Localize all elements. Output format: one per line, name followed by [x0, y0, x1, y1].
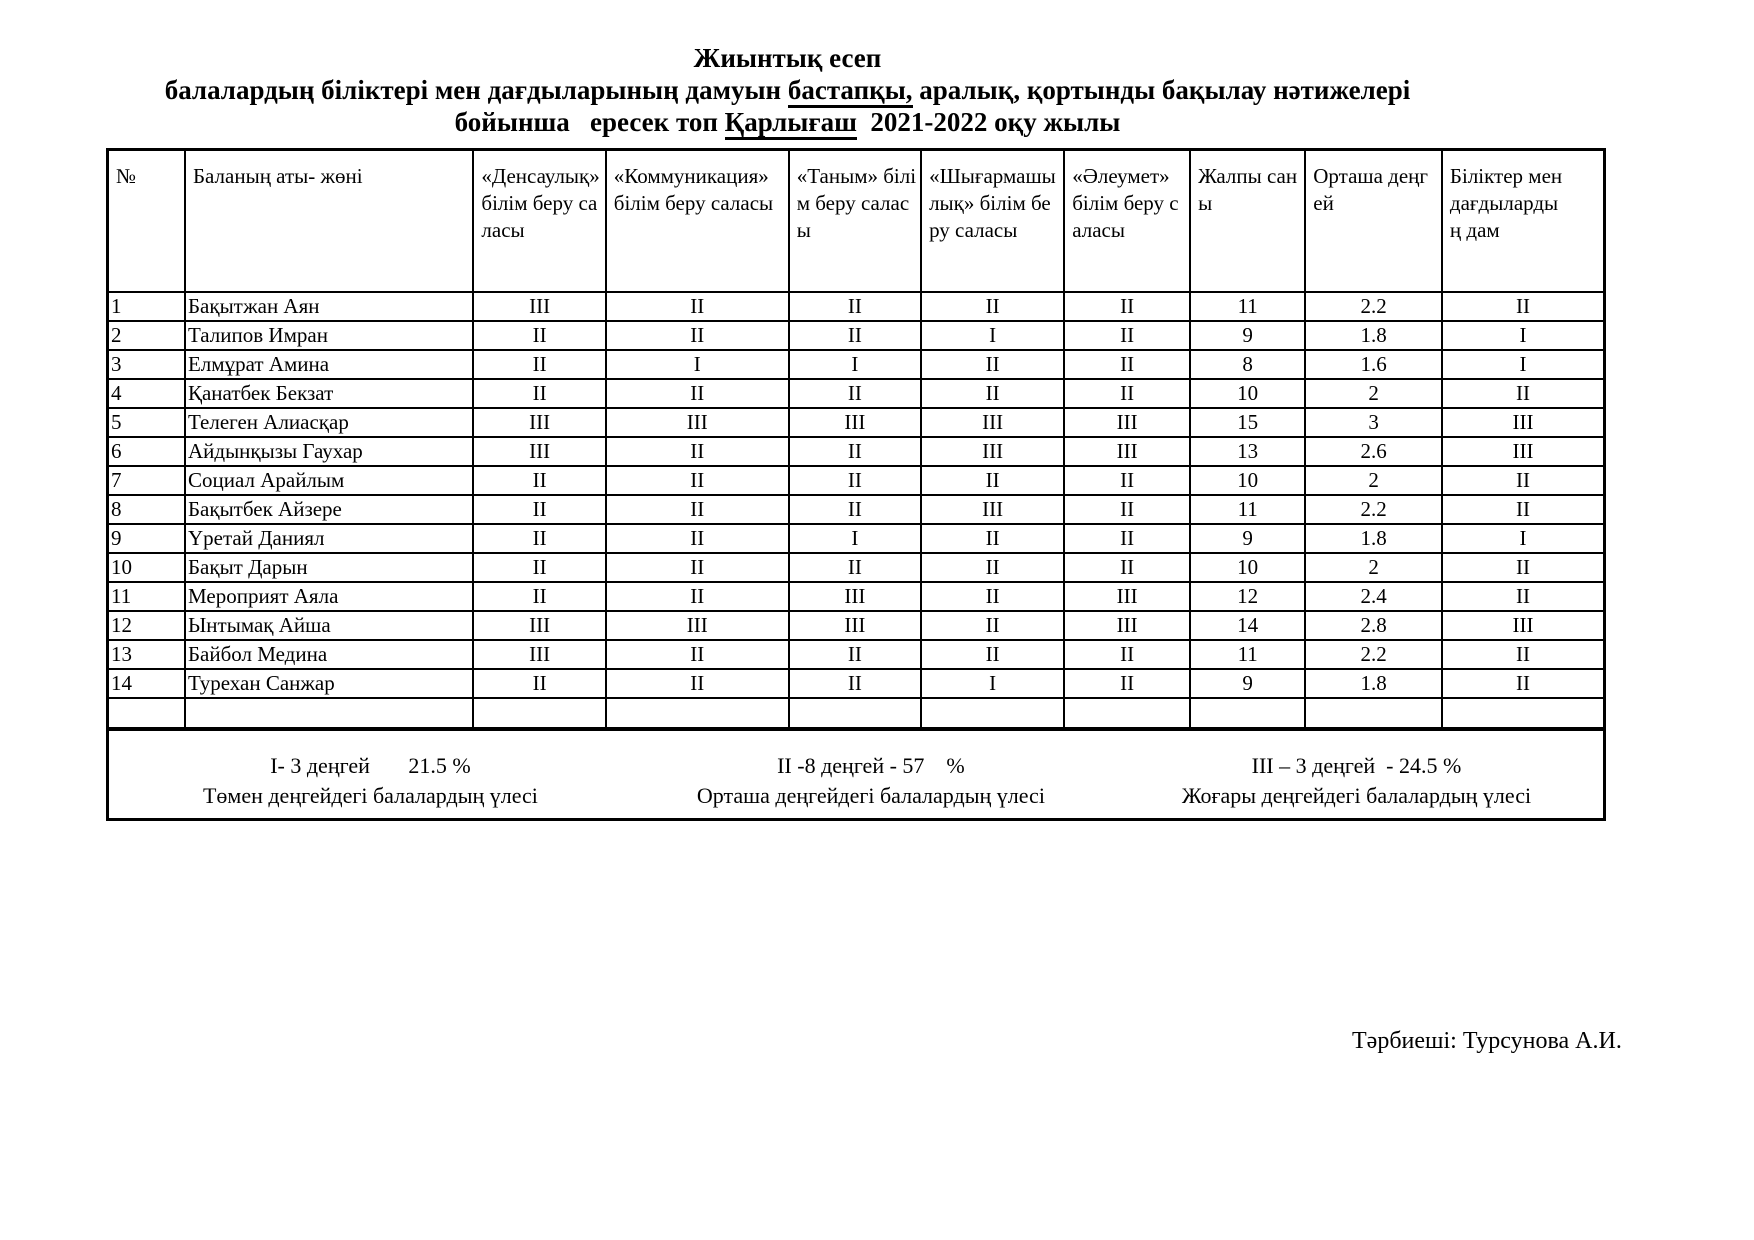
row-number: 13 — [108, 640, 185, 669]
row-value: III — [921, 437, 1064, 466]
subtitle-text-pre: балалардың біліктері мен дағдыларының дамуын — [164, 75, 788, 105]
row-value: 2.6 — [1305, 437, 1442, 466]
header-cell: Орташа деңгей — [1305, 150, 1442, 292]
row-value: III — [473, 611, 605, 640]
row-value: II — [1064, 640, 1190, 669]
row-value: III — [1064, 437, 1190, 466]
row-number: 9 — [108, 524, 185, 553]
row-value: II — [606, 379, 789, 408]
row-value: II — [1442, 379, 1605, 408]
row-value: II — [921, 292, 1064, 321]
header-cell: «Денсаулық» білім беру саласы — [473, 150, 605, 292]
row-value: II — [606, 669, 789, 698]
teacher-signature: Тәрбиеші: Турсунова А.И. — [1352, 1028, 1622, 1054]
row-value: 2.8 — [1305, 611, 1442, 640]
child-name: Мероприят Аяла — [185, 582, 473, 611]
table-row — [108, 437, 1605, 466]
empty-cell — [1190, 698, 1305, 729]
report-subtitle — [105, 74, 1470, 106]
report-table — [106, 148, 1606, 731]
header-cell: «Таным» білім беру саласы — [789, 150, 921, 292]
row-value: II — [1064, 669, 1190, 698]
row-value: II — [1442, 495, 1605, 524]
summary-column — [632, 751, 1110, 818]
row-number: 14 — [108, 669, 185, 698]
row-value: 11 — [1190, 292, 1305, 321]
meta-text-pre: бойынша ересек топ — [454, 107, 725, 137]
header-cell: «Шығармашылық» білім беру саласы — [921, 150, 1064, 292]
empty-cell — [108, 698, 185, 729]
row-value: II — [789, 640, 921, 669]
row-value: II — [1064, 495, 1190, 524]
row-value: II — [1442, 669, 1605, 698]
row-value: II — [473, 466, 605, 495]
row-number: 2 — [108, 321, 185, 350]
row-value: II — [473, 379, 605, 408]
table-row — [108, 408, 1605, 437]
row-value: III — [473, 292, 605, 321]
row-value: II — [606, 553, 789, 582]
child-name: Социал Арайлым — [185, 466, 473, 495]
child-name: Турехан Санжар — [185, 669, 473, 698]
child-name: Талипов Имран — [185, 321, 473, 350]
row-number: 12 — [108, 611, 185, 640]
row-value: 9 — [1190, 321, 1305, 350]
row-value: II — [606, 495, 789, 524]
empty-cell — [1064, 698, 1190, 729]
child-name: Бақытбек Айзере — [185, 495, 473, 524]
row-number: 7 — [108, 466, 185, 495]
row-value: II — [921, 524, 1064, 553]
meta-text-post: 2021-2022 оқу жылы — [856, 107, 1121, 137]
row-value: 12 — [1190, 582, 1305, 611]
empty-cell — [789, 698, 921, 729]
row-value: II — [921, 379, 1064, 408]
row-value: 9 — [1190, 669, 1305, 698]
row-value: II — [789, 292, 921, 321]
empty-cell — [1442, 698, 1605, 729]
row-value: II — [1442, 466, 1605, 495]
row-value: I — [789, 524, 921, 553]
child-name: Бақытжан Аян — [185, 292, 473, 321]
row-value: III — [1442, 611, 1605, 640]
row-value: I — [1442, 350, 1605, 379]
row-value: 2.4 — [1305, 582, 1442, 611]
summary-label: Жоғары деңгейдегі балалардың үлесі — [1181, 782, 1532, 808]
row-number: 1 — [108, 292, 185, 321]
row-value: II — [1064, 292, 1190, 321]
child-name: Ынтымақ Айша — [185, 611, 473, 640]
row-value: II — [473, 582, 605, 611]
row-value: II — [473, 321, 605, 350]
header-cell: Баланың аты- жөні — [185, 150, 473, 292]
row-value: II — [921, 553, 1064, 582]
row-value: III — [921, 495, 1064, 524]
row-value: 2 — [1305, 379, 1442, 408]
row-value: II — [921, 350, 1064, 379]
row-value: II — [1442, 582, 1605, 611]
row-value: II — [789, 379, 921, 408]
row-value: II — [921, 466, 1064, 495]
header-cell-text: Біліктер мен дағдылардың дам — [1449, 164, 1563, 242]
row-value: II — [1064, 379, 1190, 408]
row-value: II — [1064, 553, 1190, 582]
table-row — [108, 321, 1605, 350]
child-name: Айдынқызы Гаухар — [185, 437, 473, 466]
row-value: III — [1064, 582, 1190, 611]
row-value: I — [921, 321, 1064, 350]
row-value: III — [473, 640, 605, 669]
table-row — [108, 553, 1605, 582]
row-number: 6 — [108, 437, 185, 466]
row-value: 2.2 — [1305, 495, 1442, 524]
underlined-group-name: Қарлығаш — [725, 107, 857, 140]
row-value: 2 — [1305, 553, 1442, 582]
header-cell: «Коммуникация» білім беру саласы — [606, 150, 789, 292]
header-cell: Жалпы саны — [1190, 150, 1305, 292]
header-cell: № — [108, 150, 185, 292]
child-name: Қанатбек Бекзат — [185, 379, 473, 408]
row-value: II — [606, 437, 789, 466]
table-row — [108, 640, 1605, 669]
table-row — [108, 466, 1605, 495]
row-value: II — [473, 669, 605, 698]
row-number: 4 — [108, 379, 185, 408]
row-value: III — [789, 611, 921, 640]
row-number: 5 — [108, 408, 185, 437]
row-value: III — [789, 582, 921, 611]
row-value: II — [606, 466, 789, 495]
summary-column — [109, 751, 632, 818]
table-row — [108, 611, 1605, 640]
row-value: II — [789, 321, 921, 350]
row-value: III — [473, 408, 605, 437]
table-row — [108, 292, 1605, 321]
empty-cell — [921, 698, 1064, 729]
row-value: 10 — [1190, 466, 1305, 495]
empty-row — [108, 698, 1605, 729]
row-value: II — [789, 495, 921, 524]
row-value: II — [1442, 292, 1605, 321]
row-value: 14 — [1190, 611, 1305, 640]
empty-cell — [473, 698, 605, 729]
row-value: III — [1064, 611, 1190, 640]
row-value: 10 — [1190, 553, 1305, 582]
row-value: I — [606, 350, 789, 379]
row-value: II — [606, 524, 789, 553]
table-row — [108, 350, 1605, 379]
row-value: 2.2 — [1305, 640, 1442, 669]
row-value: III — [1442, 408, 1605, 437]
row-number: 11 — [108, 582, 185, 611]
row-value: 11 — [1190, 640, 1305, 669]
report-table-header — [108, 150, 1605, 292]
header-cell: «Әлеумет» білім беру саласы — [1064, 150, 1190, 292]
report-content — [106, 148, 1606, 821]
header-row — [108, 150, 1605, 292]
underlined-term-bastapky: бастапқы, — [788, 75, 913, 108]
table-row — [108, 495, 1605, 524]
report-title-text: Жиынтық есеп — [693, 43, 882, 73]
row-value: III — [606, 408, 789, 437]
row-value: II — [606, 321, 789, 350]
row-value: 1.8 — [1305, 669, 1442, 698]
row-value: II — [606, 292, 789, 321]
row-value: I — [1442, 524, 1605, 553]
row-value: II — [606, 582, 789, 611]
row-value: II — [921, 640, 1064, 669]
child-name: Байбол Медина — [185, 640, 473, 669]
row-value: II — [921, 611, 1064, 640]
report-title-block — [105, 42, 1470, 138]
subtitle-text-post: аралық, қортынды бақылау нәтижелері — [912, 75, 1411, 105]
row-value: II — [789, 466, 921, 495]
row-value: 3 — [1305, 408, 1442, 437]
row-value: II — [1442, 553, 1605, 582]
row-value: II — [473, 553, 605, 582]
row-value: 2 — [1305, 466, 1442, 495]
summary-stat: II -8 деңгей - 57 % — [777, 752, 965, 778]
row-value: II — [1442, 640, 1605, 669]
row-value: II — [473, 495, 605, 524]
summary-label: Төмен деңгейдегі балалардың үлесі — [202, 782, 538, 808]
row-value: 15 — [1190, 408, 1305, 437]
row-value: III — [606, 611, 789, 640]
row-value: II — [789, 437, 921, 466]
row-number: 10 — [108, 553, 185, 582]
empty-cell — [1305, 698, 1442, 729]
empty-cell — [185, 698, 473, 729]
child-name: Бақыт Дарын — [185, 553, 473, 582]
empty-cell — [606, 698, 789, 729]
row-value: 1.8 — [1305, 321, 1442, 350]
row-value: 10 — [1190, 379, 1305, 408]
row-value: II — [1064, 321, 1190, 350]
row-value: I — [789, 350, 921, 379]
row-value: II — [1064, 524, 1190, 553]
row-value: II — [789, 553, 921, 582]
row-value: 2.2 — [1305, 292, 1442, 321]
row-value: III — [789, 408, 921, 437]
row-value: II — [473, 524, 605, 553]
child-name: Елмұрат Амина — [185, 350, 473, 379]
child-name: Телеген Алиасқар — [185, 408, 473, 437]
summary-box — [106, 731, 1606, 821]
row-value: II — [789, 669, 921, 698]
row-value: 11 — [1190, 495, 1305, 524]
row-value: II — [1064, 350, 1190, 379]
row-value: II — [473, 350, 605, 379]
table-row — [108, 669, 1605, 698]
row-value: 8 — [1190, 350, 1305, 379]
header-cell — [1442, 150, 1605, 292]
row-value: III — [921, 408, 1064, 437]
row-value: III — [1442, 437, 1605, 466]
summary-stat: III – 3 деңгей - 24.5 % — [1251, 752, 1462, 778]
summary-label: Орташа деңгейдегі балалардың үлесі — [696, 782, 1045, 808]
table-row — [108, 524, 1605, 553]
row-value: III — [1064, 408, 1190, 437]
row-value: 9 — [1190, 524, 1305, 553]
report-meta — [105, 106, 1470, 138]
row-value: III — [473, 437, 605, 466]
row-number: 8 — [108, 495, 185, 524]
table-row — [108, 582, 1605, 611]
report-table-body — [108, 292, 1605, 729]
row-value: II — [1064, 466, 1190, 495]
row-number: 3 — [108, 350, 185, 379]
summary-column — [1110, 751, 1603, 818]
table-row — [108, 379, 1605, 408]
row-value: 13 — [1190, 437, 1305, 466]
summary-stat: I- 3 деңгей 21.5 % — [270, 752, 471, 778]
row-value: 1.8 — [1305, 524, 1442, 553]
report-title — [105, 42, 1470, 74]
row-value: 1.6 — [1305, 350, 1442, 379]
row-value: II — [921, 582, 1064, 611]
row-value: I — [921, 669, 1064, 698]
child-name: Үретай Даниял — [185, 524, 473, 553]
row-value: I — [1442, 321, 1605, 350]
row-value: II — [606, 640, 789, 669]
